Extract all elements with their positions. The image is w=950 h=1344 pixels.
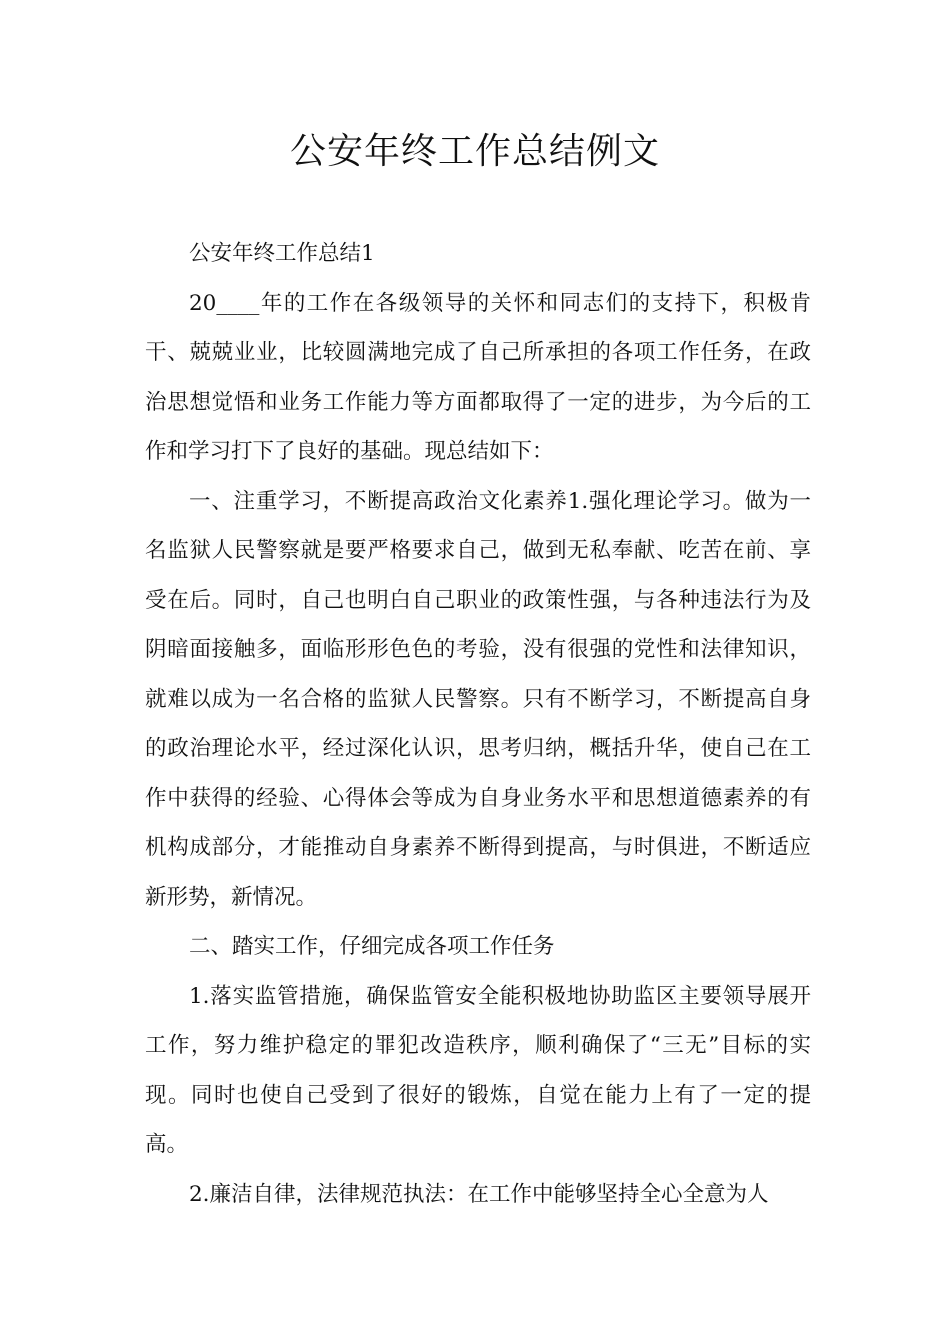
paragraph-study: 一、注重学习，不断提高政治文化素养1.强化理论学习。做为一名监狱人民警察就是要严格要求自己，做到无私奉献、吃苦在前、享受在后。同时，自己也明白自己职业的政策性强，与各种违法行为及阴暗面接触多，面临形形色色的考验，没有很强的党性和法律知识，就难以成为一名合格的监狱人民警察。只有不断学习，不断提高自身的政治理论水平，经过深化认识，思考归纳，概括升华，使自己在工作中获得的经验、心得体会等成为自身业务水平和思想道德素养的有机构成部分，才能推动自身素养不断得到提高，与时俱进，不断适应新形势，新情况。 bbox=[145, 488, 811, 910]
section-heading: 公安年终工作总结1 bbox=[189, 241, 375, 266]
document-body bbox=[145, 229, 811, 1219]
document-title: 公安年终工作总结例文 bbox=[289, 131, 660, 172]
paragraph-heading-work: 二、踏实工作，仔细完成各项工作任务 bbox=[189, 934, 555, 959]
paragraph-intro: 20____年的工作在各级领导的关怀和同志们的支持下，积极肯干、兢兢业业，比较圆满地完成了自己所承担的各项工作任务，在政治思想觉悟和业务工作能力等方面都取得了一定的进步，为今后的工作和学习打下了良好的基础。现总结如下： bbox=[145, 290, 811, 464]
paragraph-supervision: 1.落实监管措施，确保监管安全能积极地协助监区主要领导展开工作，努力维护稳定的罪犯改造秩序，顺利确保了“三无”目标的实现。同时也使自己受到了很好的锻炼，自觉在能力上有了一定的提高。 bbox=[145, 983, 811, 1157]
paragraph-integrity: 2.廉洁自律，法律规范执法：在工作中能够坚持全心全意为人 bbox=[189, 1181, 769, 1207]
